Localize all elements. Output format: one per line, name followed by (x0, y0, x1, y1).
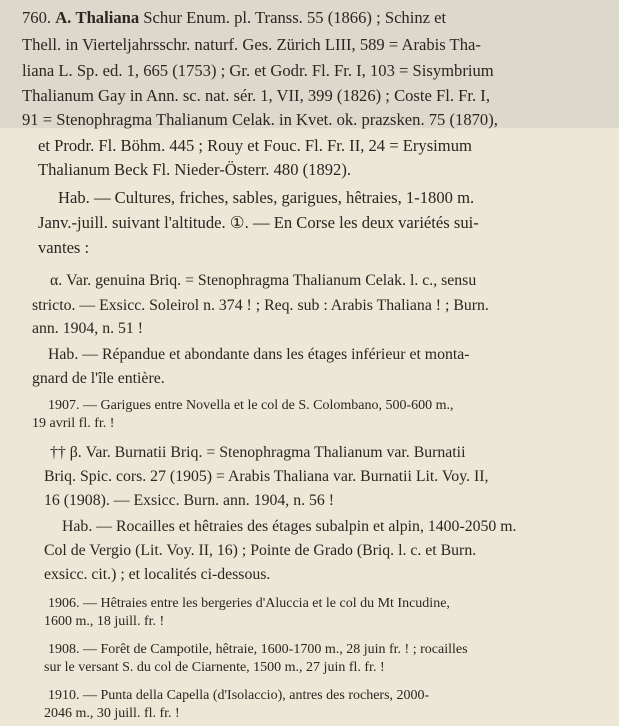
habitat-line: Hab. — Cultures, friches, sables, garigues, hêtraies, 1-1800 m. (58, 188, 475, 207)
citation-line: Thalianum Gay in Ann. sc. nat. sér. 1, VII, 399 (1826) ; Coste Fl. Fr. I, (22, 86, 490, 105)
entry-number: 760. (22, 8, 52, 27)
variety-line: α. Var. genuina Briq. = Stenophragma Thalianum Celak. l. c., sensu (50, 272, 477, 289)
entry-first-line (22, 8, 446, 28)
collection-record: 2046 m., 30 juill. fl. fr. ! (44, 706, 180, 721)
habitat-line: vantes : (38, 238, 90, 257)
collection-record: 19 avril fl. fr. ! (32, 416, 115, 431)
variety-line: stricto. — Exsicc. Soleirol n. 374 ! ; Req. sub : Arabis Thaliana ! ; Burn. (32, 297, 489, 314)
collection-record: 1907. — Garigues entre Novella et le col de S. Colombano, 500-600 m., (48, 398, 454, 413)
entry-letter: A. (55, 8, 72, 27)
variety-line: ann. 1904, n. 51 ! (32, 320, 144, 337)
citation-line: Thalianum Beck Fl. Nieder-Österr. 480 (1892). (38, 160, 352, 179)
citation-line: et Prodr. Fl. Böhm. 445 ; Rouy et Fouc. Fl. Fr. II, 24 = Erysimum (38, 136, 472, 155)
collection-record: 1910. — Punta della Capella (d'Isolaccio), antres des rochers, 2000- (48, 688, 430, 703)
entry-name: Thaliana (75, 8, 140, 27)
variety-habitat-line: exsicc. cit.) ; et localités ci-dessous. (44, 566, 271, 583)
variety-line: 16 (1908). — Exsicc. Burn. ann. 1904, n. 56 ! (44, 492, 335, 509)
variety-habitat-line: Hab. — Rocailles et hêtraies des étages subalpin et alpin, 1400-2050 m. (62, 518, 517, 535)
citation-line: liana L. Sp. ed. 1, 665 (1753) ; Gr. et Godr. Fl. Fr. I, 103 = Sisymbrium (22, 61, 494, 80)
collection-record: 1908. — Forêt de Campotile, hêtraie, 1600-1700 m., 28 juin fr. ! ; rocailles (48, 642, 468, 657)
variety-line: Briq. Spic. cors. 27 (1905) = Arabis Thaliana var. Burnatii Lit. Voy. II, (44, 468, 489, 485)
citation-line: Schur Enum. pl. Transs. 55 (1866) ; Schinz et (143, 8, 447, 27)
collection-record: 1600 m., 18 juill. fr. ! (44, 614, 165, 629)
variety-habitat-line: gnard de l'île entière. (32, 370, 165, 387)
citation-line: Thell. in Vierteljahrsschr. naturf. Ges. Zürich LIII, 589 = Arabis Tha- (22, 35, 481, 54)
variety-habitat-line: Hab. — Répandue et abondante dans les étages inférieur et monta- (48, 346, 470, 363)
citation-line: 91 = Stenophragma Thalianum Celak. in Kvet. ok. prazsken. 75 (1870), (22, 110, 498, 129)
variety-line: †† β. Var. Burnatii Briq. = Stenophragma Thalianum var. Burnatii (50, 444, 466, 461)
habitat-line: Janv.-juill. suivant l'altitude. ①. — En Corse les deux variétés sui- (38, 213, 479, 232)
collection-record: sur le versant S. du col de Ciarnente, 1500 m., 27 juin fl. fr. ! (44, 660, 385, 675)
variety-habitat-line: Col de Vergio (Lit. Voy. II, 16) ; Pointe de Grado (Briq. l. c. et Burn. (44, 542, 477, 559)
collection-record: 1906. — Hêtraies entre les bergeries d'Aluccia et le col du Mt Incudine, (48, 596, 450, 611)
